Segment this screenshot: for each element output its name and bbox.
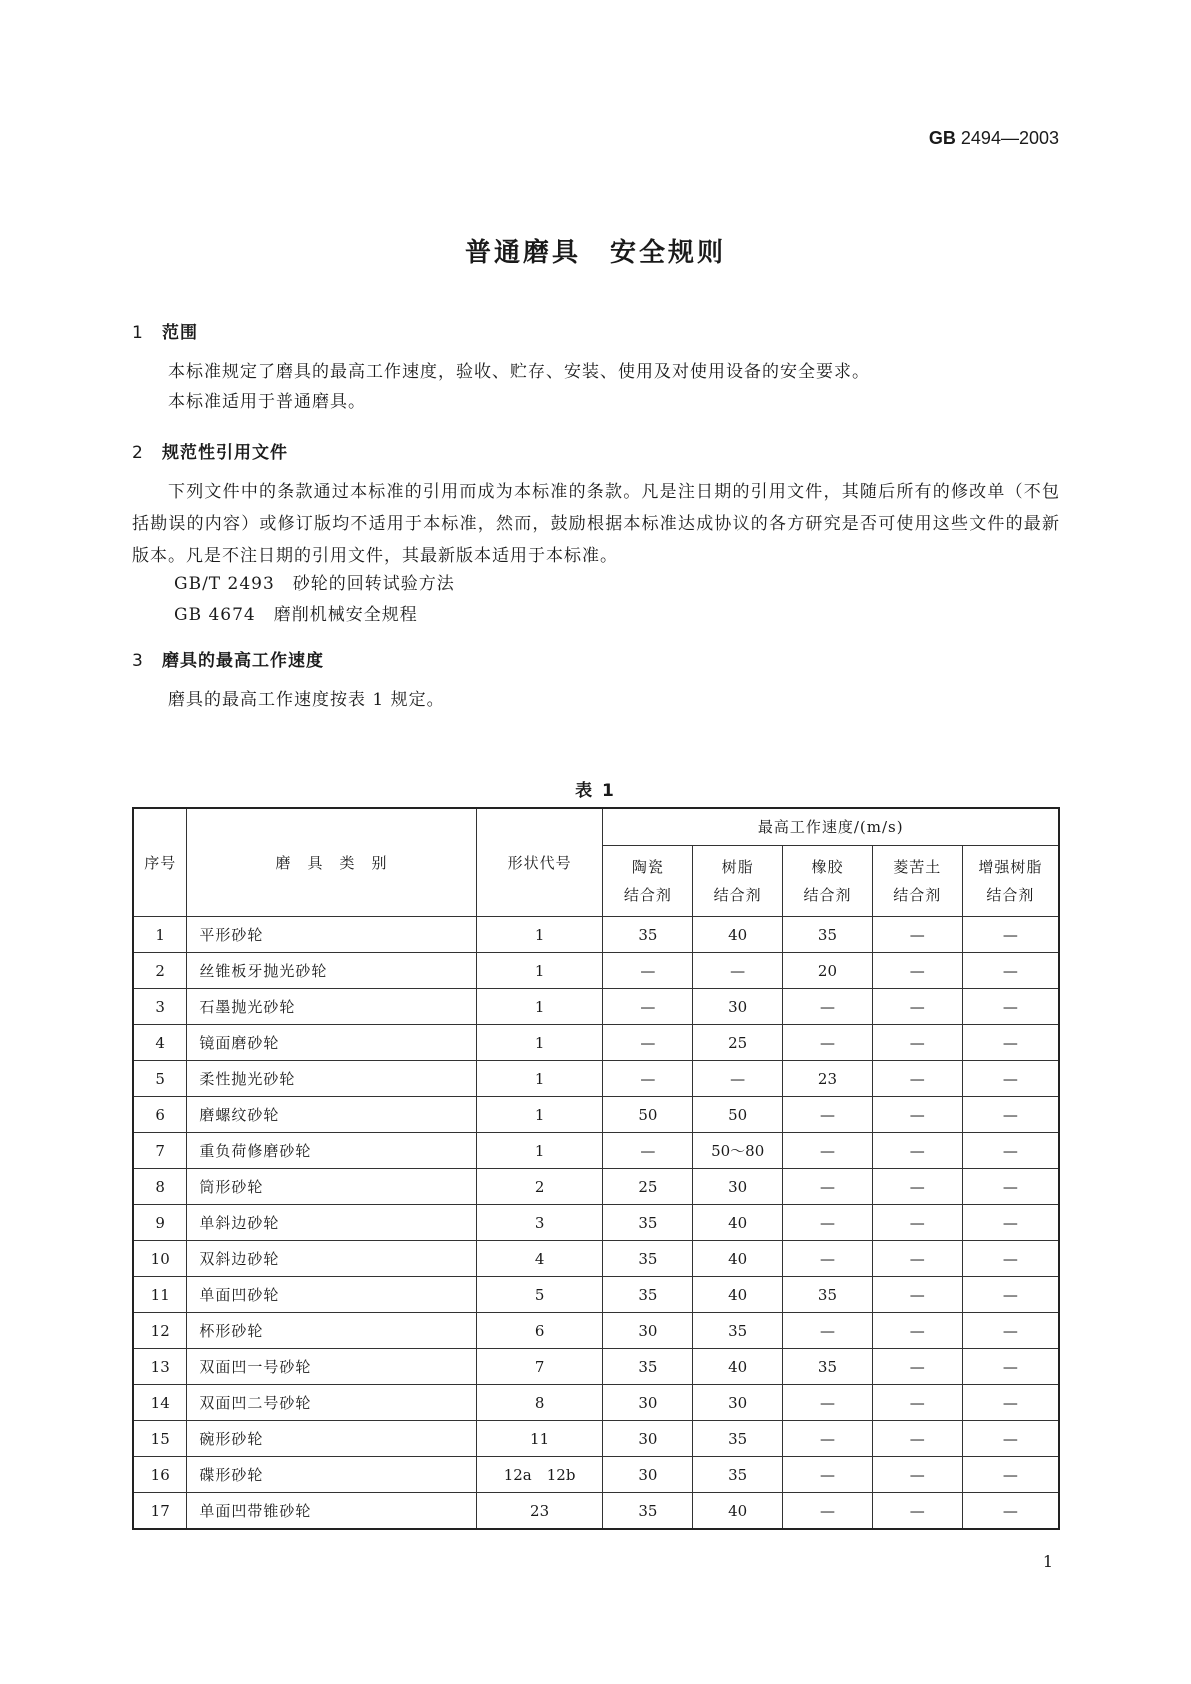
cell-speed: 50 [603, 1097, 693, 1133]
header-speed-group: 最高工作速度/(m/s) [603, 808, 1059, 846]
cell-speed: 35 [693, 1457, 783, 1493]
cell-category: 双斜边砂轮 [187, 1241, 476, 1277]
section-title: 磨具的最高工作速度 [162, 651, 324, 671]
header-bond: 树脂 结合剂 [693, 846, 783, 917]
cell-speed: 30 [603, 1385, 693, 1421]
header-shape-code: 形状代号 [476, 808, 603, 917]
cell-speed: — [783, 989, 873, 1025]
table-row [133, 1457, 1059, 1493]
cell-shape-code: 4 [476, 1241, 603, 1277]
cell-speed: — [962, 1457, 1059, 1493]
cell-seq: 17 [133, 1493, 187, 1530]
cell-speed: 35 [603, 1277, 693, 1313]
cell-seq: 6 [133, 1097, 187, 1133]
cell-speed: 40 [693, 1277, 783, 1313]
cell-speed: — [872, 1025, 962, 1061]
cell-speed: — [962, 1349, 1059, 1385]
standard-code [929, 128, 1059, 149]
cell-shape-code: 1 [476, 1025, 603, 1061]
cell-speed: 35 [603, 1205, 693, 1241]
cell-speed: — [962, 1061, 1059, 1097]
cell-shape-code: 1 [476, 989, 603, 1025]
cell-seq: 14 [133, 1385, 187, 1421]
header-bond: 橡胶 结合剂 [783, 846, 873, 917]
cell-category: 单面凹带锥砂轮 [187, 1493, 476, 1530]
cell-speed: — [962, 1277, 1059, 1313]
cell-speed: — [603, 1061, 693, 1097]
header-bond: 增强树脂 结合剂 [962, 846, 1059, 917]
cell-shape-code: 1 [476, 1097, 603, 1133]
section-paragraph: 本标准规定了磨具的最高工作速度，验收、贮存、安装、使用及对使用设备的安全要求。 [168, 362, 870, 382]
cell-speed: 35 [603, 917, 693, 953]
section-paragraph: 磨具的最高工作速度按表 1 规定。 [168, 690, 445, 710]
cell-speed: — [872, 1385, 962, 1421]
cell-speed: — [962, 1385, 1059, 1421]
cell-speed: — [872, 1169, 962, 1205]
cell-speed: — [962, 1313, 1059, 1349]
table-row [133, 1277, 1059, 1313]
cell-speed: — [962, 989, 1059, 1025]
standard-prefix: GB [928, 128, 956, 148]
cell-speed: — [603, 1133, 693, 1169]
cell-speed: — [962, 1025, 1059, 1061]
cell-speed: — [872, 1061, 962, 1097]
cell-speed: — [872, 1349, 962, 1385]
reference-title: 磨削机械安全规程 [273, 605, 418, 625]
cell-speed: — [962, 1205, 1059, 1241]
cell-category: 单斜边砂轮 [187, 1205, 476, 1241]
cell-speed: — [962, 1097, 1059, 1133]
cell-shape-code: 1 [476, 1061, 603, 1097]
section-title: 规范性引用文件 [162, 443, 288, 463]
section-heading-max-speed [132, 646, 324, 671]
cell-speed: — [962, 953, 1059, 989]
cell-speed: 40 [693, 1241, 783, 1277]
cell-speed: — [962, 1133, 1059, 1169]
cell-category: 筒形砂轮 [187, 1169, 476, 1205]
cell-shape-code: 6 [476, 1313, 603, 1349]
cell-category: 平形砂轮 [187, 917, 476, 953]
table-row [133, 1421, 1059, 1457]
cell-seq: 12 [133, 1313, 187, 1349]
cell-speed: — [962, 917, 1059, 953]
reference-item [174, 569, 455, 594]
cell-speed: 40 [693, 1205, 783, 1241]
cell-speed: — [783, 1133, 873, 1169]
section-heading-normative-references [132, 438, 288, 463]
cell-speed: 35 [693, 1421, 783, 1457]
cell-speed: — [783, 1241, 873, 1277]
cell-speed: — [962, 1169, 1059, 1205]
cell-speed: — [783, 1169, 873, 1205]
cell-speed: 35 [603, 1349, 693, 1385]
cell-speed: — [872, 1457, 962, 1493]
cell-speed: — [962, 1421, 1059, 1457]
reference-item [174, 600, 418, 625]
cell-seq: 3 [133, 989, 187, 1025]
section-heading-scope [132, 318, 198, 343]
cell-seq: 4 [133, 1025, 187, 1061]
cell-seq: 7 [133, 1133, 187, 1169]
cell-speed: 30 [603, 1421, 693, 1457]
cell-speed: 30 [603, 1313, 693, 1349]
cell-speed: — [872, 1313, 962, 1349]
cell-category: 镜面磨砂轮 [187, 1025, 476, 1061]
cell-category: 碗形砂轮 [187, 1421, 476, 1457]
cell-speed: 35 [603, 1241, 693, 1277]
cell-shape-code: 3 [476, 1205, 603, 1241]
cell-speed: — [783, 1421, 873, 1457]
cell-category: 单面凹砂轮 [187, 1277, 476, 1313]
speed-table [132, 807, 1060, 1530]
cell-speed: 40 [693, 1493, 783, 1530]
table-row [133, 1205, 1059, 1241]
cell-speed: 35 [783, 1349, 873, 1385]
cell-speed: — [783, 1385, 873, 1421]
cell-speed: 23 [783, 1061, 873, 1097]
cell-speed: 30 [693, 1169, 783, 1205]
cell-seq: 16 [133, 1457, 187, 1493]
cell-shape-code: 1 [476, 917, 603, 953]
cell-category: 石墨抛光砂轮 [187, 989, 476, 1025]
cell-speed: — [783, 1457, 873, 1493]
cell-category: 双面凹二号砂轮 [187, 1385, 476, 1421]
cell-speed: — [872, 953, 962, 989]
cell-category: 柔性抛光砂轮 [187, 1061, 476, 1097]
cell-shape-code: 11 [476, 1421, 603, 1457]
cell-speed: — [603, 953, 693, 989]
reference-code: GB 4674 [174, 605, 256, 625]
cell-seq: 9 [133, 1205, 187, 1241]
table-row [133, 1169, 1059, 1205]
cell-speed: 35 [783, 1277, 873, 1313]
cell-speed: — [872, 1493, 962, 1530]
cell-speed: — [872, 1205, 962, 1241]
table-row [133, 917, 1059, 953]
table-row [133, 1061, 1059, 1097]
table-row [133, 1385, 1059, 1421]
cell-seq: 1 [133, 917, 187, 953]
section-title: 范围 [162, 323, 198, 343]
cell-speed: — [872, 1421, 962, 1457]
cell-shape-code: 2 [476, 1169, 603, 1205]
header-seq: 序号 [133, 808, 187, 917]
cell-speed: 40 [693, 1349, 783, 1385]
reference-title: 砂轮的回转试验方法 [292, 574, 455, 594]
header-category: 磨 具 类 别 [187, 808, 476, 917]
table-caption: 表 1 [575, 781, 616, 801]
cell-speed: 30 [693, 1385, 783, 1421]
cell-shape-code: 8 [476, 1385, 603, 1421]
cell-seq: 8 [133, 1169, 187, 1205]
cell-seq: 15 [133, 1421, 187, 1457]
section-paragraph: 本标准适用于普通磨具。 [168, 392, 366, 412]
cell-speed: — [783, 1097, 873, 1133]
cell-seq: 13 [133, 1349, 187, 1385]
cell-speed: — [872, 1097, 962, 1133]
cell-shape-code: 1 [476, 953, 603, 989]
table-row [133, 1241, 1059, 1277]
cell-speed: — [783, 1025, 873, 1061]
cell-speed: 30 [603, 1457, 693, 1493]
cell-speed: 20 [783, 953, 873, 989]
section-number: 2 [132, 443, 144, 463]
cell-speed: — [603, 989, 693, 1025]
cell-speed: — [783, 1313, 873, 1349]
section-number: 1 [132, 323, 144, 343]
cell-speed: — [872, 917, 962, 953]
cell-speed: 35 [603, 1493, 693, 1530]
table-row [133, 1313, 1059, 1349]
cell-speed: — [962, 1493, 1059, 1530]
cell-shape-code: 23 [476, 1493, 603, 1530]
cell-speed: 35 [783, 917, 873, 953]
cell-seq: 11 [133, 1277, 187, 1313]
table-row [133, 953, 1059, 989]
cell-speed: — [603, 1025, 693, 1061]
page-number: 1 [1042, 1552, 1053, 1571]
standard-number: 2494—2003 [960, 128, 1059, 148]
cell-speed: — [693, 1061, 783, 1097]
table-row [133, 1133, 1059, 1169]
cell-category: 杯形砂轮 [187, 1313, 476, 1349]
cell-shape-code: 7 [476, 1349, 603, 1385]
cell-speed: 25 [603, 1169, 693, 1205]
cell-shape-code: 1 [476, 1133, 603, 1169]
cell-seq: 10 [133, 1241, 187, 1277]
table-row [133, 1349, 1059, 1385]
section-paragraph: 下列文件中的条款通过本标准的引用而成为本标准的条款。凡是注日期的引用文件，其随后所有的修改单（不包括勘误的内容）或修订版均不适用于本标准，然而，鼓励根据本标准达成协议的各方研究是否可使用这些文件的最新版本。凡是不注日期的引用文件，其最新版本适用于本标准。 [132, 482, 1060, 566]
cell-seq: 5 [133, 1061, 187, 1097]
cell-category: 重负荷修磨砂轮 [187, 1133, 476, 1169]
cell-speed: 40 [693, 917, 783, 953]
cell-speed: — [962, 1241, 1059, 1277]
cell-speed: — [783, 1205, 873, 1241]
cell-shape-code: 5 [476, 1277, 603, 1313]
section-number: 3 [132, 651, 144, 671]
cell-category: 丝锥板牙抛光砂轮 [187, 953, 476, 989]
header-bond: 菱苦土 结合剂 [872, 846, 962, 917]
table-row [133, 1097, 1059, 1133]
header-bond: 陶瓷 结合剂 [603, 846, 693, 917]
cell-speed: — [783, 1493, 873, 1530]
table-row [133, 1493, 1059, 1530]
cell-seq: 2 [133, 953, 187, 989]
cell-speed: — [872, 1133, 962, 1169]
cell-speed: 50 [693, 1097, 783, 1133]
document-title: 普通磨具 安全规则 [464, 238, 726, 268]
reference-code: GB/T 2493 [174, 574, 275, 594]
cell-speed: 35 [693, 1313, 783, 1349]
cell-speed: 30 [693, 989, 783, 1025]
cell-speed: 25 [693, 1025, 783, 1061]
cell-speed: — [872, 989, 962, 1025]
cell-speed: — [872, 1241, 962, 1277]
cell-category: 磨螺纹砂轮 [187, 1097, 476, 1133]
table-row [133, 1025, 1059, 1061]
cell-speed: 50～80 [693, 1133, 783, 1169]
cell-speed: — [693, 953, 783, 989]
cell-shape-code: 12a 12b [476, 1457, 603, 1493]
table-row [133, 989, 1059, 1025]
cell-category: 碟形砂轮 [187, 1457, 476, 1493]
cell-category: 双面凹一号砂轮 [187, 1349, 476, 1385]
cell-speed: — [872, 1277, 962, 1313]
